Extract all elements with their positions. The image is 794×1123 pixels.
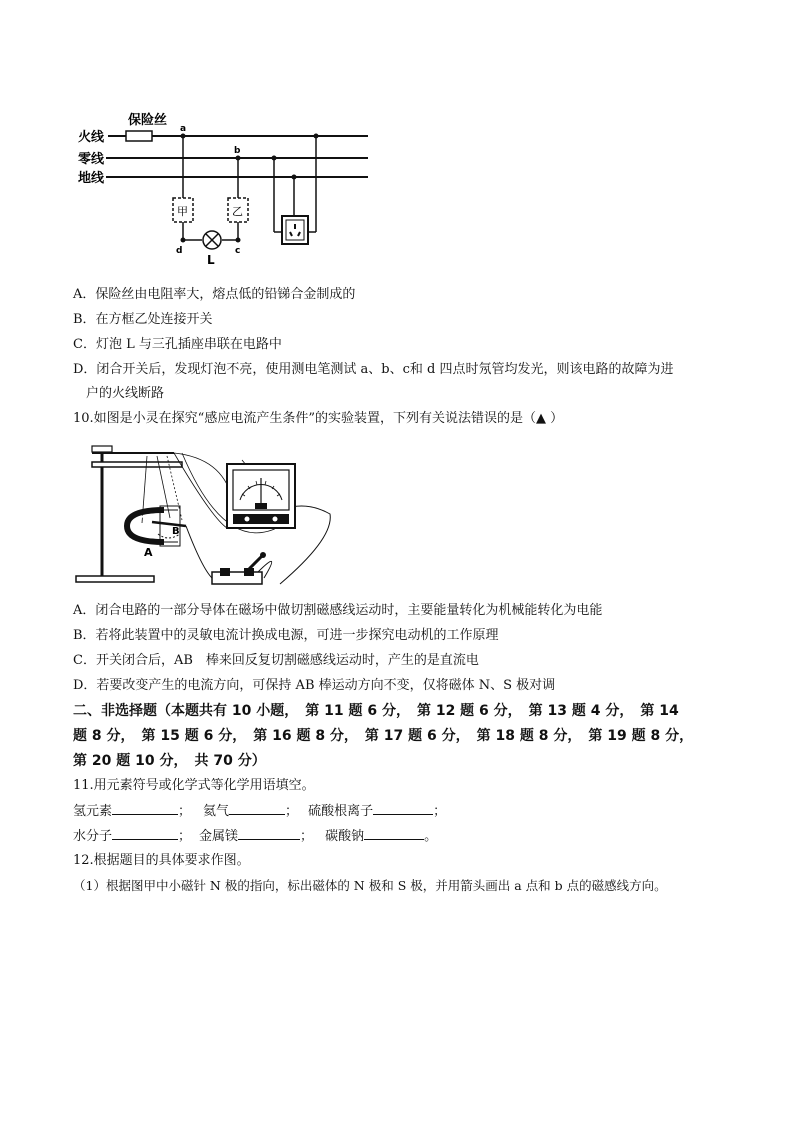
magnesium-label: 金属镁 <box>199 829 239 844</box>
three-hole-socket-icon <box>282 216 308 244</box>
svg-text:L: L <box>207 253 215 267</box>
q12-part1: （1）根据图甲中小磁针 N 极的指向，标出磁体的 N 极和 S 极，并用箭头画出 a 点和 b 点的磁感线方向。 <box>73 878 667 893</box>
helium-blank[interactable] <box>229 802 285 815</box>
helium-label: 氦气 <box>203 804 230 819</box>
galvanometer-icon <box>227 464 295 528</box>
q9-option-d: D．闭合开关后，发现灯泡不亮，使用测电笔测试 a、b、c和 d 四点时氖管均发光，则该电路的故障为进 <box>73 362 674 377</box>
induction-experiment-figure <box>72 438 382 593</box>
water-molecule-blank[interactable] <box>112 827 178 840</box>
svg-text:A: A <box>144 546 153 559</box>
sulfate-ion-blank[interactable] <box>373 802 433 815</box>
svg-text:d: d <box>176 246 183 256</box>
switch-icon <box>212 552 266 584</box>
q11-stem: 11.用元素符号或化学式等化学用语填空。 <box>73 778 315 793</box>
svg-text:a: a <box>180 124 187 134</box>
svg-text:c: c <box>235 246 241 256</box>
q10-option-b: B．若将此装置中的灵敏电流计换成电源，可进一步探究电动机的工作原理 <box>73 628 499 643</box>
q10-option-d: D．若要改变产生的电流方向，可保持 AB 棒运动方向不变，仅将磁体 N、S 极对调 <box>73 678 556 693</box>
household-circuit-figure <box>76 108 376 268</box>
q10-stem: 10.如图是小灵在探究“感应电流产生条件”的实验装置，下列有关说法错误的是（▲ ） <box>73 411 564 426</box>
svg-text:火线: 火线 <box>78 130 105 145</box>
hydrogen-element-label: 氢元素 <box>73 804 113 819</box>
magnesium-blank[interactable] <box>238 827 300 840</box>
section2-header-line2: 题 8 分， 第 15 题 6 分， 第 16 题 8 分， 第 17 题 6 分， 第 18 题 8 分， 第 19 题 8 分， <box>73 728 694 744</box>
section2-header-line1: 二、非选择题（本题共有 10 小题， 第 11 题 6 分， 第 12 题 6 分， 第 13 题 4 分， 第 14 <box>73 703 679 719</box>
svg-text:乙: 乙 <box>232 205 243 218</box>
section2-header-line3: 第 20 题 10 分， 共 70 分） <box>73 753 266 769</box>
sulfate-ion-label: 硫酸根离子 <box>308 804 374 819</box>
q9-option-d-continued: 户的火线断路 <box>86 386 165 401</box>
q9-option-b: B．在方框乙处连接开关 <box>73 312 213 327</box>
svg-text:地线: 地线 <box>78 171 105 186</box>
hydrogen-element-blank[interactable] <box>112 802 178 815</box>
sodium-carbonate-label: 碳酸钠 <box>325 829 365 844</box>
q9-option-a: A．保险丝由电阻率大，熔点低的铅锑合金制成的 <box>73 287 356 302</box>
q9-option-c: C．灯泡 L 与三孔插座串联在电路中 <box>73 337 282 352</box>
lamp-icon <box>203 231 221 249</box>
svg-text:b: b <box>234 146 241 156</box>
q10-option-a: A．闭合电路的一部分导体在磁场中做切割磁感线运动时，主要能量转化为机械能转化为电能 <box>73 603 603 618</box>
fuse-icon <box>126 131 152 141</box>
svg-text:零线: 零线 <box>78 152 105 167</box>
q10-option-c: C．开关闭合后，AB 棒来回反复切割磁感线运动时，产生的是直流电 <box>73 653 479 668</box>
svg-text:甲: 甲 <box>177 205 188 218</box>
q11-row2: 水分子 ； 金属镁 ； 碳酸钠 。 <box>73 829 438 844</box>
water-molecule-label: 水分子 <box>73 829 113 844</box>
sodium-carbonate-blank[interactable] <box>364 827 424 840</box>
q11-row1: 氢元素 ； 氦气 ； 硫酸根离子 ； <box>73 804 447 819</box>
svg-text:B: B <box>172 526 180 537</box>
svg-text:保险丝: 保险丝 <box>128 113 168 128</box>
q12-stem: 12.根据题目的具体要求作图。 <box>73 853 250 868</box>
